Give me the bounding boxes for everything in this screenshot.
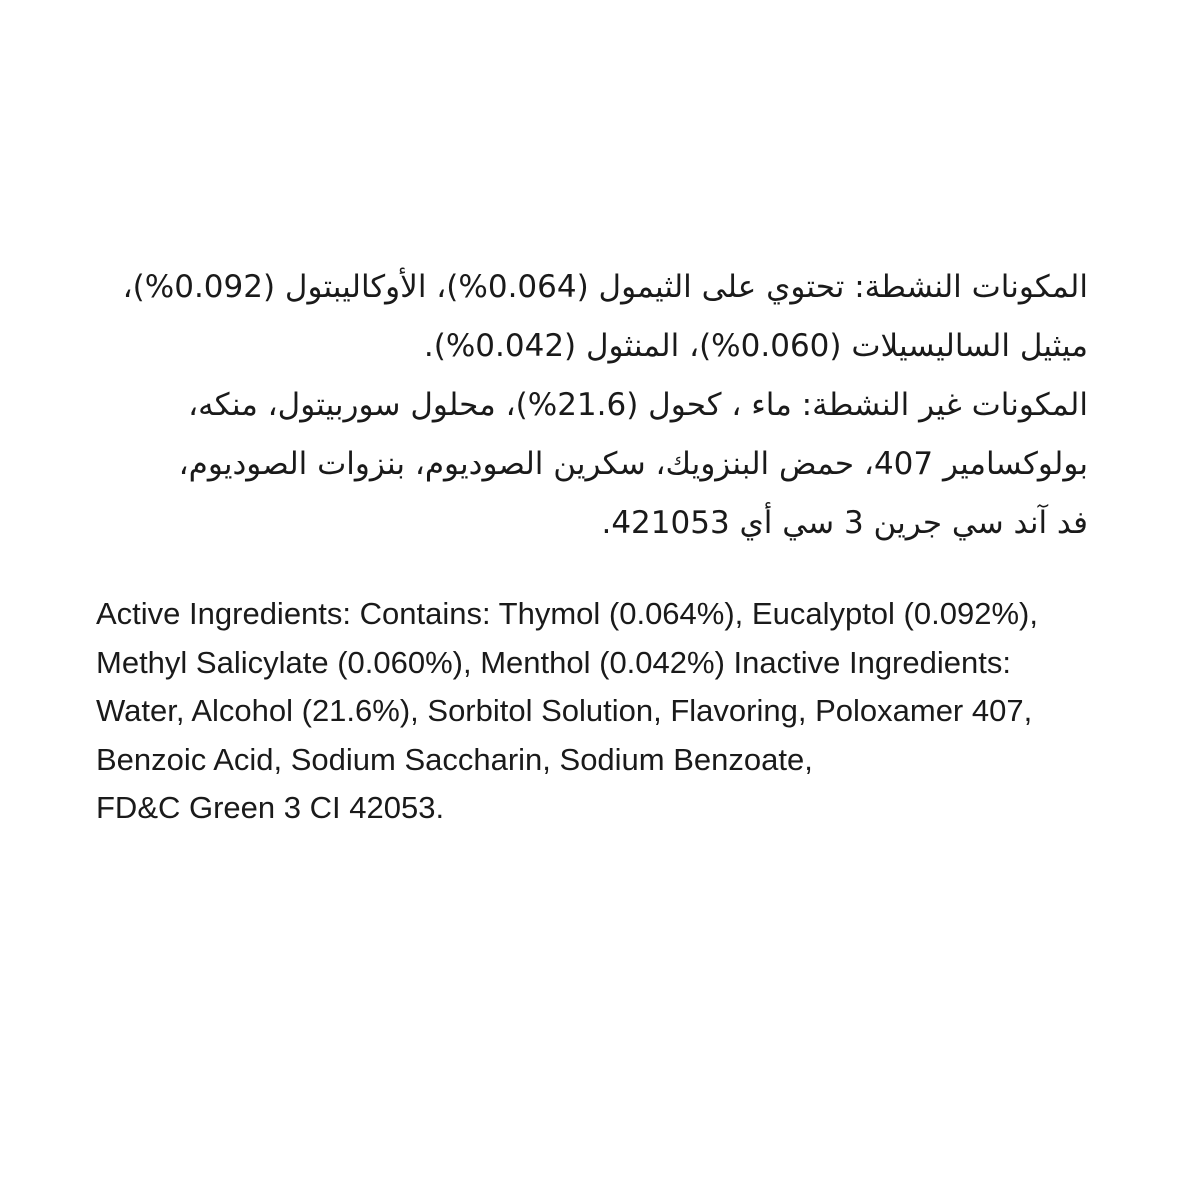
english-line-5: FD&C Green 3 CI 42053. [96, 790, 445, 825]
arabic-line-1: المكونات النشطة: تحتوي على الثيمول (0.064%)، الأوكاليبتول (0.092%)، [122, 269, 1088, 305]
english-line-3: Water, Alcohol (21.6%), Sorbitol Solution, Flavoring, Poloxamer 407, [96, 693, 1033, 728]
english-line-2: Methyl Salicylate (0.060%), Menthol (0.042%) Inactive Ingredients: [96, 644, 1011, 680]
arabic-line-4: بولوكسامير 407، حمض البنزويك، سكرين الصوديوم، بنزوات الصوديوم، [178, 446, 1088, 482]
english-line-1: Active Ingredients: Contains: Thymol (0.064%), Eucalyptol (0.092%), [96, 596, 1038, 631]
arabic-ingredients-text [60, 258, 1088, 553]
arabic-line-5: فد آند سي جرين 3 سي أي 421053. [601, 505, 1088, 541]
english-ingredients-text [96, 590, 1156, 833]
arabic-line-2: ميثيل الساليسيلات (0.060%)، المنثول (0.042%). [423, 328, 1088, 364]
arabic-line-3: المكونات غير النشطة: ماء ، كحول (21.6%)، محلول سوربيتول، منكه، [188, 387, 1088, 423]
english-line-4: Benzoic Acid, Sodium Saccharin, Sodium Benzoate, [96, 741, 813, 777]
